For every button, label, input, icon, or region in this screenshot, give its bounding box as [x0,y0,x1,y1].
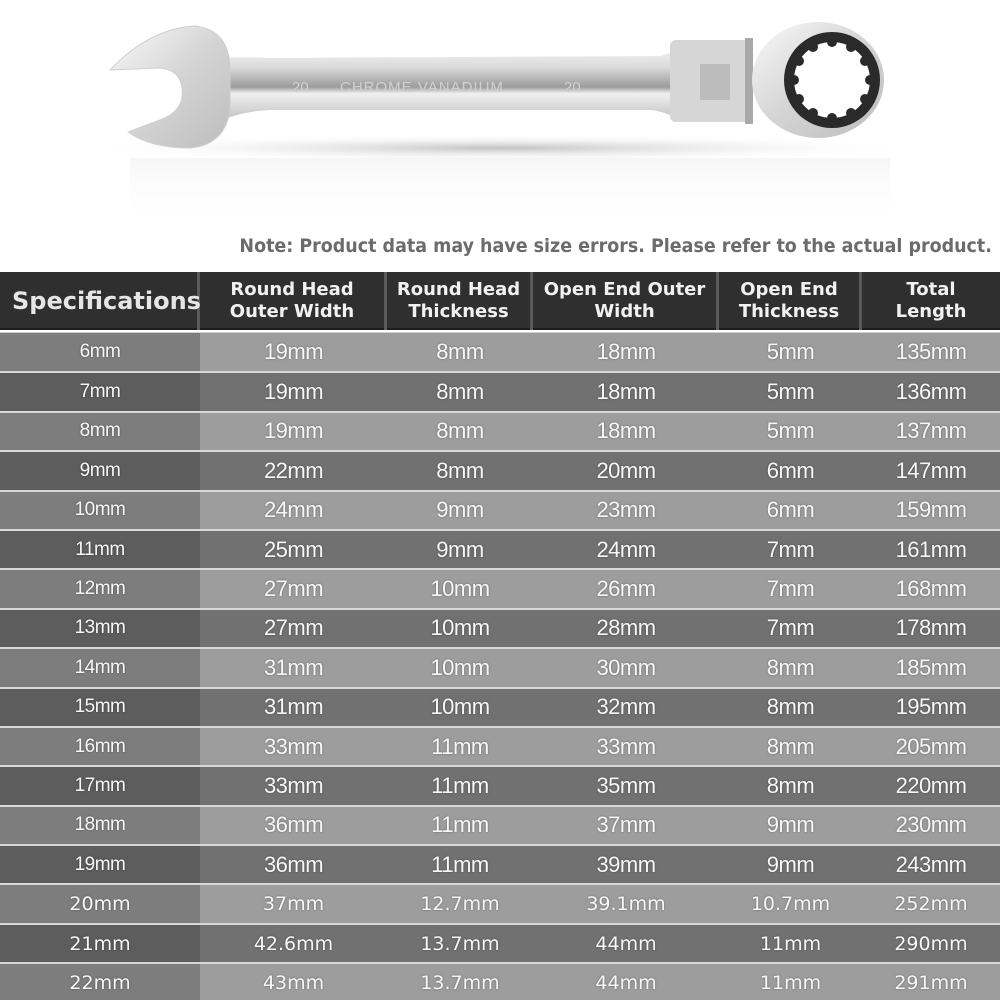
header-label: Total Length [895,279,967,322]
product-image-area [0,0,1000,270]
cell-round-head-thickness: 10mm [387,570,533,607]
cell-open-end-outer-width: 39.1mm [533,885,719,922]
table-row [0,490,1000,529]
cell-round-head-outer-width: 19mm [200,373,387,410]
cell-open-end-thickness: 8mm [719,728,862,765]
cell-open-end-outer-width: 30mm [533,649,719,686]
cell-open-end-outer-width: 28mm [533,610,719,647]
engraving-material: CHROME VANADIUM [340,79,504,96]
cell-round-head-thickness: 10mm [387,689,533,726]
header-total-length [862,272,1000,330]
table-row [0,726,1000,765]
cell-spec: 14mm [0,649,200,686]
cell-open-end-thickness: 8mm [719,689,862,726]
cell-open-end-outer-width: 37mm [533,807,719,844]
cell-spec: 21mm [0,925,200,962]
cell-open-end-thickness: 11mm [719,964,862,1000]
cell-total-length: 205mm [862,728,1000,765]
table-row [0,568,1000,607]
cell-total-length: 159mm [862,492,1000,529]
cell-round-head-outer-width: 31mm [200,689,387,726]
cell-round-head-outer-width: 36mm [200,807,387,844]
cell-round-head-thickness: 8mm [387,413,533,450]
cell-total-length: 178mm [862,610,1000,647]
cell-round-head-thickness: 11mm [387,846,533,883]
cell-open-end-thickness: 10.7mm [719,885,862,922]
cell-open-end-thickness: 5mm [719,413,862,450]
header-label: Open End Thickness [738,279,840,322]
cell-round-head-thickness: 12.7mm [387,885,533,922]
cell-open-end-thickness: 6mm [719,492,862,529]
cell-open-end-outer-width: 44mm [533,964,719,1000]
header-label: Round Head Thickness [396,279,521,322]
cell-open-end-thickness: 8mm [719,649,862,686]
cell-round-head-outer-width: 33mm [200,728,387,765]
table-row [0,765,1000,804]
table-row [0,844,1000,883]
cell-open-end-thickness: 11mm [719,925,862,962]
cell-spec: 16mm [0,728,200,765]
cell-open-end-outer-width: 26mm [533,570,719,607]
table-row [0,529,1000,568]
cell-open-end-thickness: 9mm [719,807,862,844]
disclaimer-note: Note: Product data may have size errors. Please refer to the actual product. [239,235,992,257]
cell-spec: 17mm [0,767,200,804]
engraving-size-right: 20 [564,79,581,96]
table-row [0,883,1000,922]
cell-round-head-outer-width: 27mm [200,570,387,607]
cell-open-end-thickness: 6mm [719,452,862,489]
cell-round-head-outer-width: 43mm [200,964,387,1000]
cell-round-head-thickness: 8mm [387,452,533,489]
cell-spec: 9mm [0,452,200,489]
cell-round-head-outer-width: 31mm [200,649,387,686]
table-row [0,805,1000,844]
cell-round-head-thickness: 8mm [387,333,533,371]
cell-spec: 20mm [0,885,200,922]
table-row [0,450,1000,489]
cell-open-end-outer-width: 35mm [533,767,719,804]
cell-round-head-outer-width: 27mm [200,610,387,647]
cell-spec: 6mm [0,333,200,371]
cell-round-head-outer-width: 33mm [200,767,387,804]
table-row [0,371,1000,410]
cell-spec: 11mm [0,531,200,568]
table-row [0,608,1000,647]
cell-open-end-thickness: 9mm [719,846,862,883]
cell-round-head-thickness: 9mm [387,492,533,529]
cell-spec: 8mm [0,413,200,450]
cell-total-length: 252mm [862,885,1000,922]
cell-open-end-outer-width: 44mm [533,925,719,962]
cell-total-length: 168mm [862,570,1000,607]
cell-open-end-outer-width: 23mm [533,492,719,529]
combination-ratchet-wrench-icon [0,0,1000,270]
cell-round-head-thickness: 9mm [387,531,533,568]
cell-open-end-thickness: 5mm [719,333,862,371]
cell-spec: 12mm [0,570,200,607]
cell-open-end-thickness: 7mm [719,570,862,607]
cell-round-head-outer-width: 19mm [200,413,387,450]
cell-round-head-thickness: 13.7mm [387,964,533,1000]
cell-open-end-outer-width: 32mm [533,689,719,726]
cell-total-length: 185mm [862,649,1000,686]
cell-total-length: 230mm [862,807,1000,844]
cell-open-end-outer-width: 39mm [533,846,719,883]
header-label: Specifications [12,287,201,315]
engraving-size-left: 20 [292,79,309,96]
cell-spec: 7mm [0,373,200,410]
cell-open-end-thickness: 7mm [719,610,862,647]
header-label: Round Head Outer Width [229,279,355,322]
specifications-table [0,272,1000,1000]
table-row [0,687,1000,726]
cell-open-end-outer-width: 20mm [533,452,719,489]
table-row [0,962,1000,1000]
cell-total-length: 137mm [862,413,1000,450]
cell-total-length: 136mm [862,373,1000,410]
cell-round-head-thickness: 8mm [387,373,533,410]
cell-total-length: 161mm [862,531,1000,568]
cell-round-head-thickness: 11mm [387,807,533,844]
cell-total-length: 290mm [862,925,1000,962]
table-row [0,923,1000,962]
table-row [0,411,1000,450]
cell-open-end-outer-width: 18mm [533,333,719,371]
cell-round-head-outer-width: 24mm [200,492,387,529]
cell-open-end-outer-width: 18mm [533,413,719,450]
cell-round-head-thickness: 10mm [387,649,533,686]
header-round-head-outer-width [200,272,387,330]
cell-open-end-outer-width: 24mm [533,531,719,568]
cell-round-head-outer-width: 25mm [200,531,387,568]
cell-spec: 15mm [0,689,200,726]
cell-open-end-outer-width: 18mm [533,373,719,410]
cell-open-end-outer-width: 33mm [533,728,719,765]
cell-round-head-thickness: 13.7mm [387,925,533,962]
cell-round-head-thickness: 10mm [387,610,533,647]
cell-round-head-outer-width: 36mm [200,846,387,883]
cell-total-length: 147mm [862,452,1000,489]
cell-spec: 22mm [0,964,200,1000]
table-header [0,272,1000,330]
cell-total-length: 195mm [862,689,1000,726]
cell-total-length: 243mm [862,846,1000,883]
cell-total-length: 220mm [862,767,1000,804]
cell-total-length: 291mm [862,964,1000,1000]
cell-round-head-thickness: 11mm [387,767,533,804]
cell-total-length: 135mm [862,333,1000,371]
header-open-end-outer-width [533,272,719,330]
cell-round-head-outer-width: 19mm [200,333,387,371]
table-body [0,332,1000,1000]
cell-spec: 13mm [0,610,200,647]
cell-round-head-thickness: 11mm [387,728,533,765]
cell-open-end-thickness: 5mm [719,373,862,410]
header-label: Open End Outer Width [543,279,706,322]
header-specifications [0,272,200,330]
cell-open-end-thickness: 7mm [719,531,862,568]
cell-round-head-outer-width: 37mm [200,885,387,922]
cell-spec: 19mm [0,846,200,883]
cell-round-head-outer-width: 22mm [200,452,387,489]
table-row [0,647,1000,686]
cell-round-head-outer-width: 42.6mm [200,925,387,962]
table-row [0,332,1000,371]
cell-open-end-thickness: 8mm [719,767,862,804]
header-open-end-thickness [719,272,862,330]
header-round-head-thickness [387,272,533,330]
cell-spec: 10mm [0,492,200,529]
cell-spec: 18mm [0,807,200,844]
